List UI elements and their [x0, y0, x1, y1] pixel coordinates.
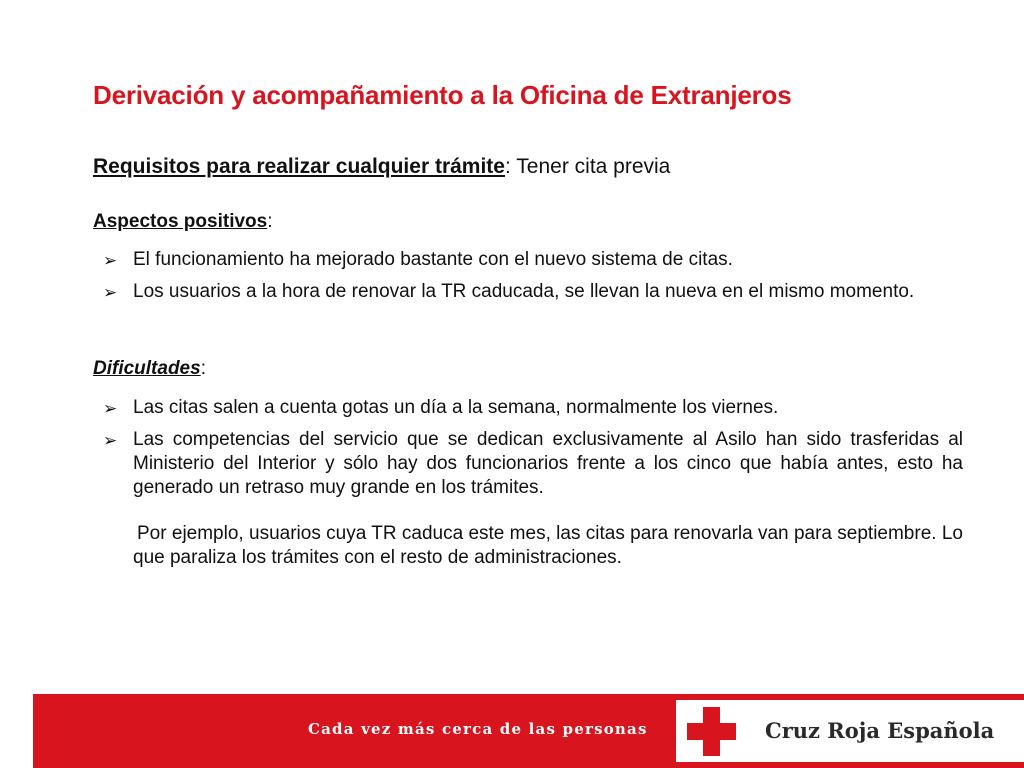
list-item: [103, 248, 963, 272]
difficulties-heading: [93, 358, 206, 380]
arrow-bullet-icon: ➢: [103, 399, 118, 418]
positive-list: [103, 248, 963, 312]
list-item-text: Las citas salen a cuenta gotas un día a la semana, normalmente los viernes.: [133, 397, 779, 418]
difficulties-heading-colon: :: [200, 358, 206, 379]
arrow-bullet-icon: ➢: [103, 431, 118, 450]
difficulties-note: Por ejemplo, usuarios cuya TR caduca este mes, las citas para renovarla van para septiembre. Lo que paraliza los trámites con el resto de administraciones.: [133, 523, 963, 568]
list-item-text: Las competencias del servicio que se dedican exclusivamente al Asilo han sido trasferidas al Ministerio del Interior y sólo hay dos funcionarios frente a los cinco que había antes, esto ha generado un retraso muy grande en los trámites.: [133, 429, 963, 498]
list-item-text: El funcionamiento ha mejorado bastante con el nuevo sistema de citas.: [133, 249, 733, 270]
list-item-text: Los usuarios a la hora de renovar la TR caducada, se llevan la nueva en el mismo momento.: [133, 281, 915, 302]
difficulties-list: [103, 396, 963, 508]
red-cross-icon: [687, 707, 736, 756]
difficulties-heading-label: Dificultades: [93, 358, 201, 379]
requirements-separator: :: [504, 155, 511, 178]
slide-title: Derivación y acompañamiento a la Oficina de Extranjeros: [93, 80, 792, 110]
org-name: Cruz Roja Española: [765, 718, 995, 743]
list-item: [103, 428, 963, 500]
org-logo: [676, 700, 1024, 762]
positive-heading-label: Aspectos positivos: [93, 211, 268, 232]
arrow-bullet-icon: ➢: [103, 283, 118, 302]
positive-heading: [93, 211, 273, 233]
footer-slogan: Cada vez más cerca de las personas: [308, 720, 648, 738]
requirements-label: Requisitos para realizar cualquier trámite: [93, 155, 505, 178]
list-item: [103, 396, 963, 420]
positive-heading-colon: :: [267, 211, 273, 232]
list-item: [103, 280, 963, 304]
requirements-value: Tener cita previa: [510, 155, 671, 178]
arrow-bullet-icon: ➢: [103, 251, 118, 270]
requirements-line: [93, 155, 670, 179]
